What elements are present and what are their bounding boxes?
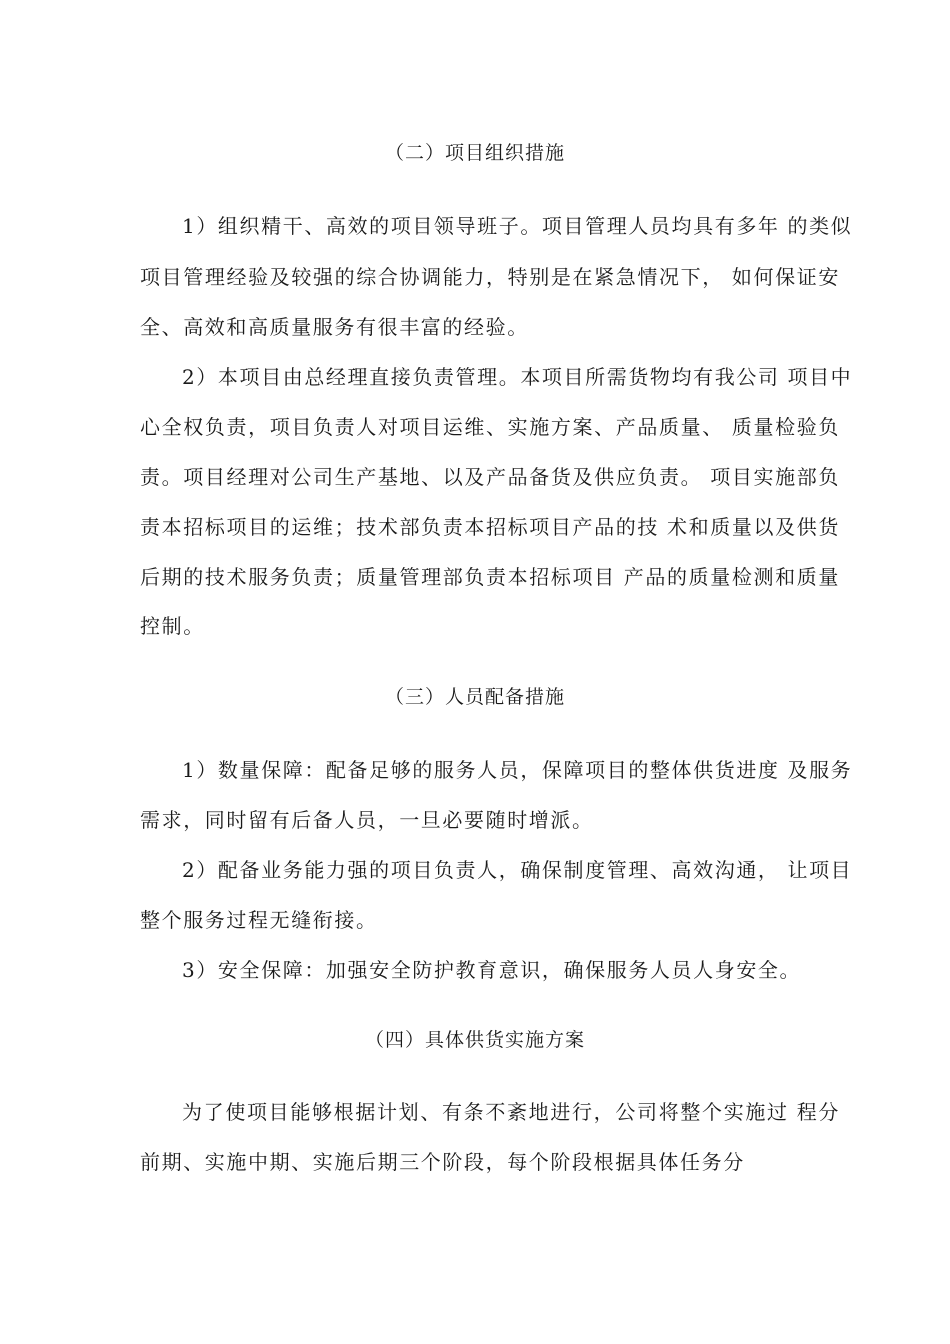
section-heading-staffing: （三）人员配备措施 — [384, 686, 565, 708]
paragraph-line: 3）安全保障：加强安全防护教育意识，确保服务人员人身安全。 — [182, 958, 802, 982]
section-heading-organization: （二）项目组织措施 — [384, 142, 565, 164]
paragraph-line: 1）数量保障：配备足够的服务人员，保障项目的整体供货进度 及服务 — [182, 758, 853, 782]
paragraph-line: 1）组织精干、高效的项目领导班子。项目管理人员均具有多年 的类似 — [182, 214, 853, 238]
paragraph-line: 为了使项目能够根据计划、有条不紊地进行，公司将整个实施过 程分 — [182, 1100, 840, 1124]
paragraph-line: 责本招标项目的运维；技术部负责本招标项目产品的技 术和质量以及供货 — [140, 515, 840, 539]
paragraph-line: 项目管理经验及较强的综合协调能力，特别是在紧急情况下， 如何保证安 — [140, 265, 840, 289]
paragraph-line: 全、高效和高质量服务有很丰富的经验。 — [140, 315, 529, 339]
paragraph-line: 后期的技术服务负责；质量管理部负责本招标项目 产品的质量检测和质量 — [140, 565, 840, 589]
paragraph-line: 心全权负责，项目负责人对项目运维、实施方案、产品质量、 质量检验负 — [140, 415, 840, 439]
paragraph-line: 需求，同时留有后备人员，一旦必要随时增派。 — [140, 808, 594, 832]
paragraph-line: 责。项目经理对公司生产基地、以及产品备货及供应负责。 项目实施部负 — [140, 465, 840, 489]
section-heading-delivery-plan: （四）具体供货实施方案 — [364, 1029, 585, 1051]
paragraph-line: 2）本项目由总经理直接负责管理。本项目所需货物均有我公司 项目中 — [182, 365, 853, 389]
paragraph-line: 控制。 — [140, 614, 205, 638]
paragraph-line: 2）配备业务能力强的项目负责人，确保制度管理、高效沟通， 让项目 — [182, 858, 853, 882]
paragraph-line: 整个服务过程无缝衔接。 — [140, 908, 378, 932]
paragraph-line: 前期、实施中期、实施后期三个阶段，每个阶段根据具体任务分 — [140, 1150, 745, 1174]
